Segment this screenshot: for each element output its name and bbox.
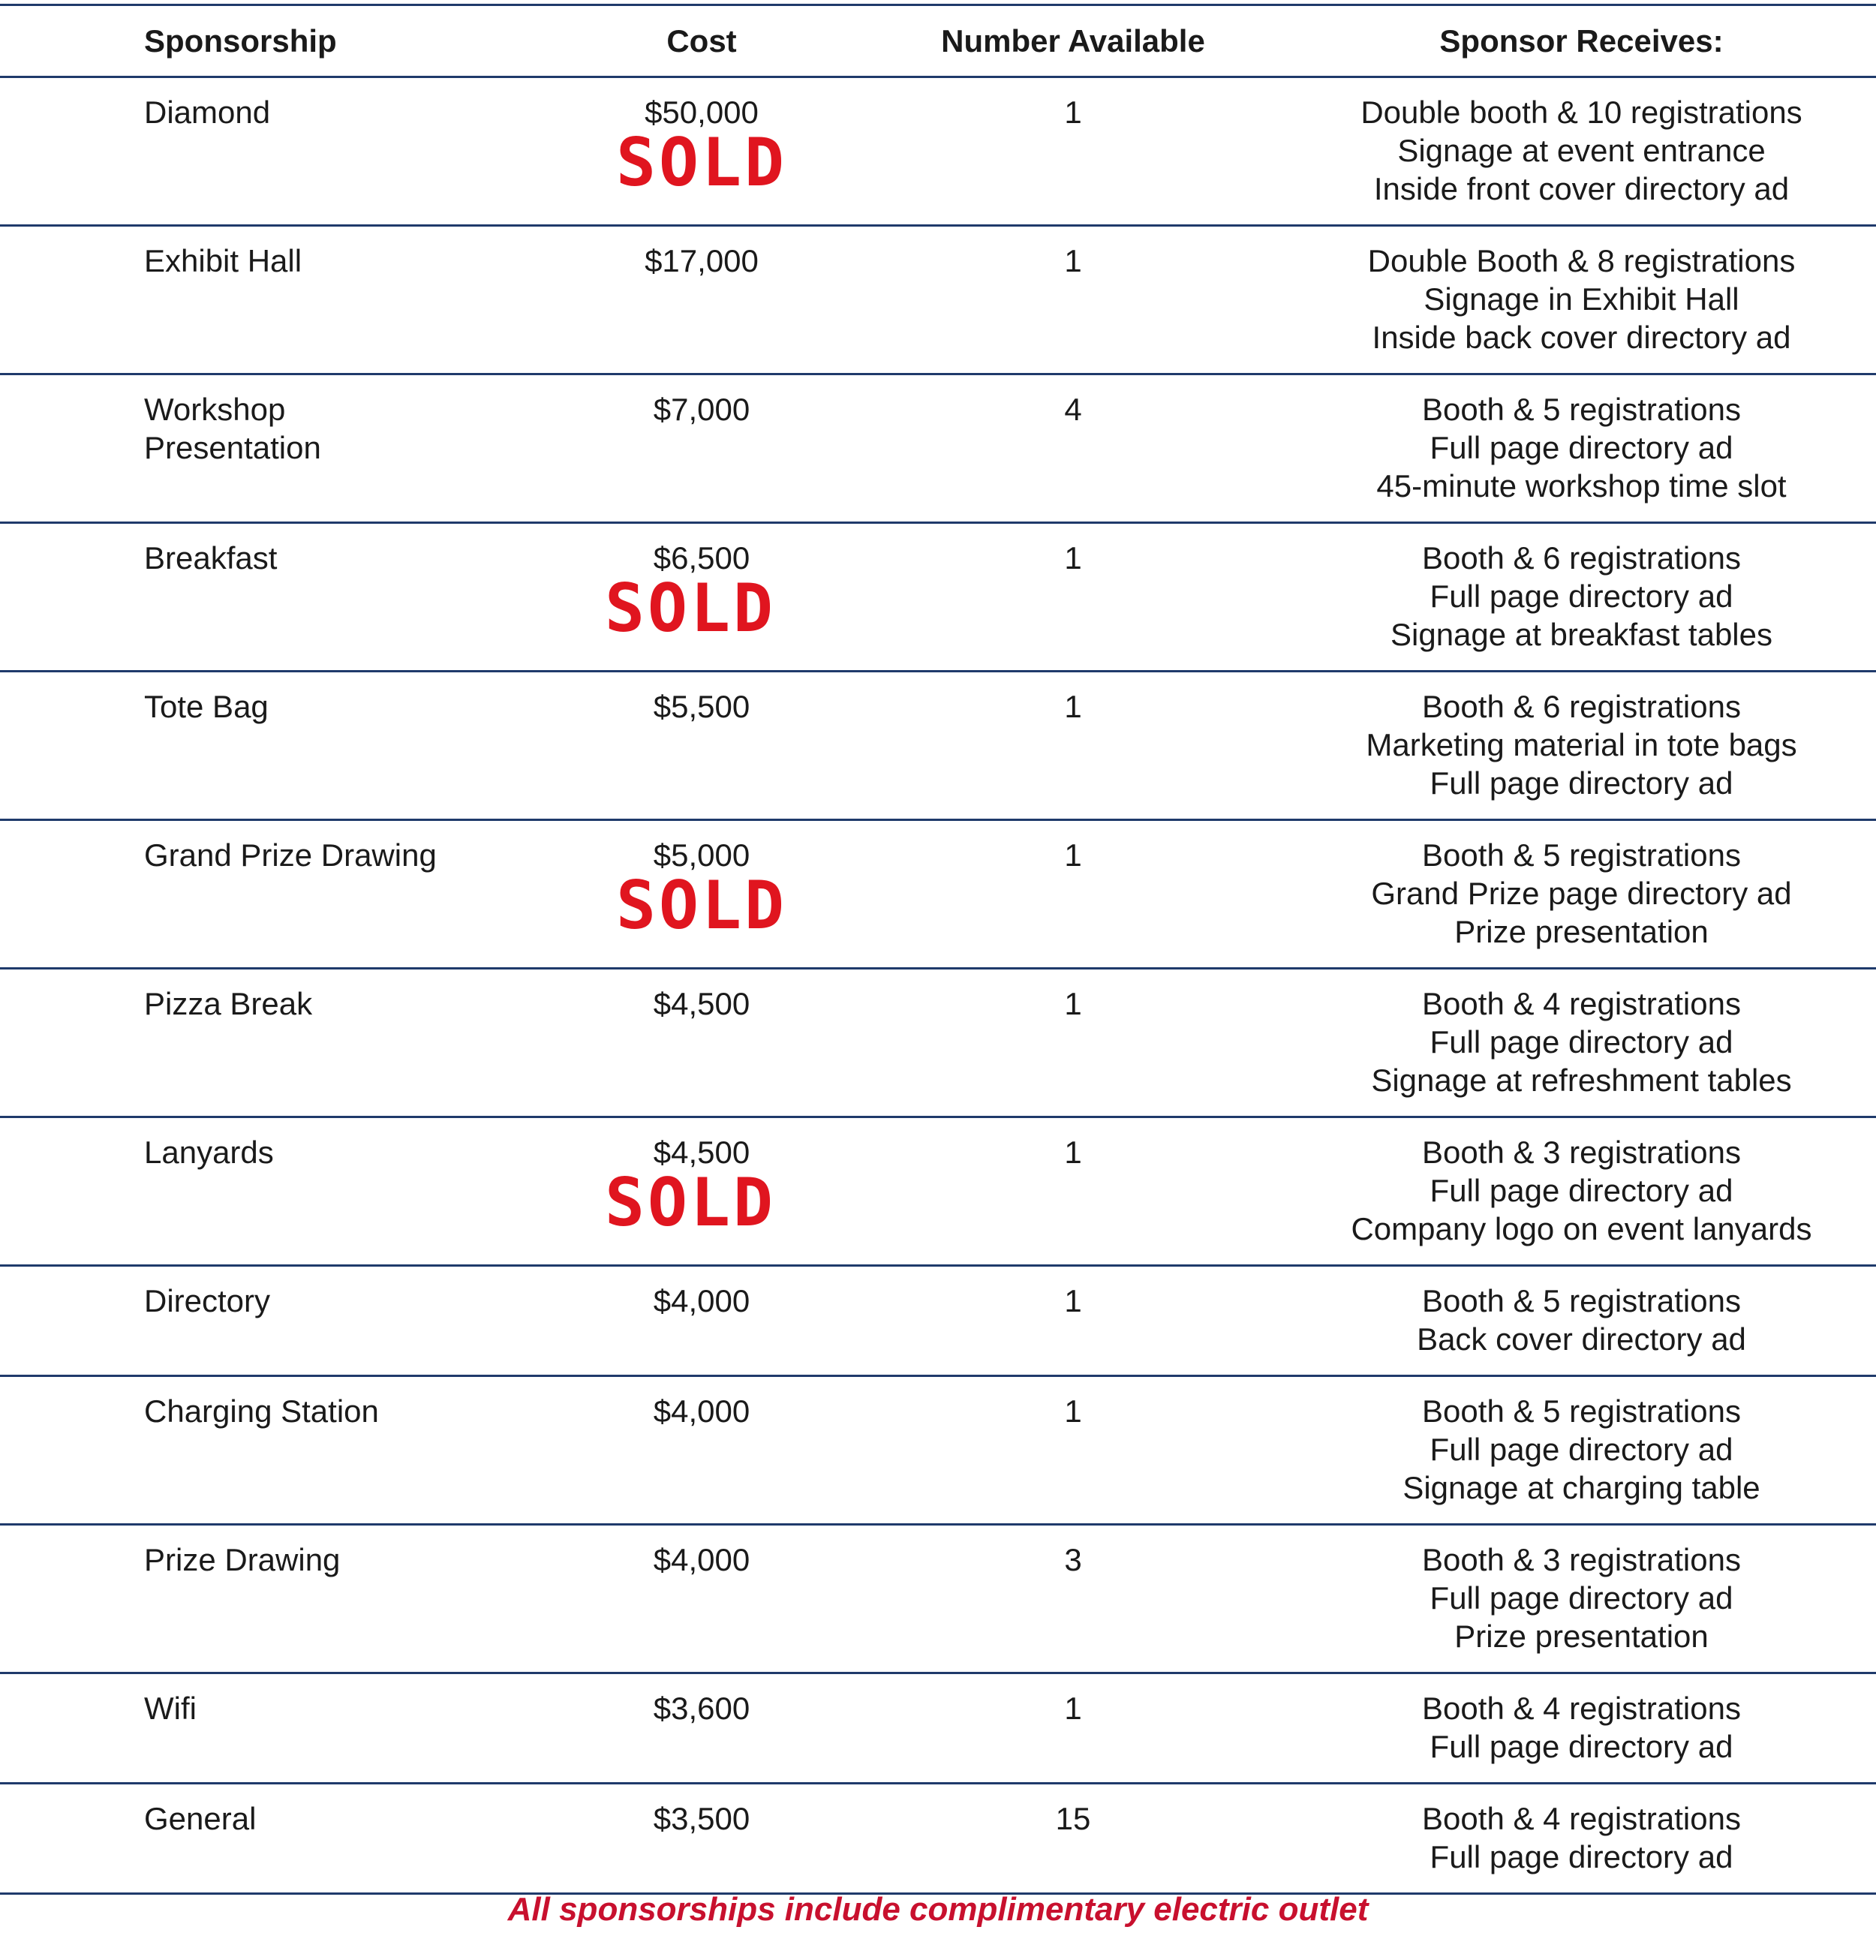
receives-line: Prize presentation (1454, 1619, 1709, 1654)
receives-line: Booth & 4 registrations (1422, 986, 1741, 1021)
receives-cell (1287, 1784, 1876, 1894)
receives-line: Double Booth & 8 registrations (1367, 243, 1796, 278)
receives-line: Booth & 3 registrations (1422, 1135, 1741, 1170)
available-count: 1 (859, 226, 1287, 374)
sponsorship-name-line: Presentation (144, 430, 321, 465)
cost-value: $4,500 (653, 986, 750, 1021)
header-sponsorship: Sponsorship (0, 6, 544, 77)
cost-cell (544, 1266, 859, 1376)
available-count: 3 (859, 1525, 1287, 1673)
receives-line: Signage at event entrance (1397, 133, 1766, 168)
receives-line: Full page directory ad (1430, 430, 1733, 465)
sponsorship-name-line: Prize Drawing (144, 1542, 341, 1577)
available-count: 4 (859, 374, 1287, 523)
receives-line: Marketing material in tote bags (1366, 727, 1797, 762)
cost-cell (544, 1117, 859, 1266)
receives-line: Back cover directory ad (1417, 1321, 1746, 1357)
sponsorship-name (0, 672, 544, 820)
receives-line: Full page directory ad (1430, 765, 1733, 801)
sponsorship-name-line: Wifi (144, 1691, 197, 1726)
table-row (0, 1266, 1876, 1376)
cost-cell (544, 820, 859, 969)
available-count: 1 (859, 523, 1287, 672)
receives-cell (1287, 523, 1876, 672)
receives-line: Full page directory ad (1430, 1839, 1733, 1874)
table-row (0, 969, 1876, 1117)
receives-line: Full page directory ad (1430, 1729, 1733, 1764)
receives-line: Double booth & 10 registrations (1360, 95, 1802, 130)
footnote: All sponsorships include complimentary electric outlet (507, 1891, 1369, 1928)
receives-cell (1287, 1266, 1876, 1376)
sponsorship-name (0, 77, 544, 226)
available-count: 1 (859, 969, 1287, 1117)
receives-cell (1287, 1673, 1876, 1784)
receives-cell (1287, 1376, 1876, 1525)
sold-stamp: SOLD (605, 570, 776, 647)
receives-line: Grand Prize page directory ad (1371, 876, 1792, 911)
header-available: Number Available (859, 6, 1287, 77)
sponsorship-name (0, 1673, 544, 1784)
receives-line: Booth & 4 registrations (1422, 1801, 1741, 1836)
sponsorship-name-line: Directory (144, 1283, 271, 1318)
table-row (0, 1376, 1876, 1525)
cost-cell (544, 374, 859, 523)
sponsorship-name (0, 523, 544, 672)
sponsorship-name-line: General (144, 1801, 257, 1836)
sponsorship-name (0, 969, 544, 1117)
sponsorship-name-line: Lanyards (144, 1135, 274, 1170)
available-count: 1 (859, 672, 1287, 820)
receives-line: Full page directory ad (1430, 579, 1733, 614)
cost-cell (544, 1376, 859, 1525)
cost-cell (544, 1673, 859, 1784)
receives-cell (1287, 1117, 1876, 1266)
header-receives: Sponsor Receives: (1287, 6, 1876, 77)
receives-line: Full page directory ad (1430, 1432, 1733, 1467)
available-count: 1 (859, 1117, 1287, 1266)
receives-line: Prize presentation (1454, 914, 1709, 949)
sponsorship-name (0, 1376, 544, 1525)
cost-value: $4,000 (653, 1283, 750, 1318)
table-row (0, 1117, 1876, 1266)
cost-cell (544, 77, 859, 226)
receives-line: Full page directory ad (1430, 1173, 1733, 1208)
sponsorship-name-line: Diamond (144, 95, 271, 130)
cost-value: $17,000 (645, 243, 759, 278)
receives-line: Booth & 6 registrations (1422, 689, 1741, 724)
receives-line: 45-minute workshop time slot (1376, 468, 1787, 504)
cost-value: $3,600 (653, 1691, 750, 1726)
receives-line: Booth & 3 registrations (1422, 1542, 1741, 1577)
receives-line: Booth & 5 registrations (1422, 392, 1741, 427)
sponsorship-name (0, 1266, 544, 1376)
receives-cell (1287, 1525, 1876, 1673)
receives-line: Signage at charging table (1402, 1470, 1760, 1505)
sponsorship-name-line: Charging Station (144, 1393, 379, 1429)
table-row (0, 1525, 1876, 1673)
sponsorship-name-line: Pizza Break (144, 986, 313, 1021)
cost-cell (544, 672, 859, 820)
table-row (0, 226, 1876, 374)
sponsorship-name (0, 1117, 544, 1266)
available-count: 1 (859, 1673, 1287, 1784)
cost-cell (544, 523, 859, 672)
receives-cell (1287, 226, 1876, 374)
cost-value: $5,000 (653, 837, 750, 873)
receives-cell (1287, 77, 1876, 226)
table-row (0, 1784, 1876, 1894)
header-row (0, 6, 1876, 77)
cost-cell (544, 226, 859, 374)
cost-cell (544, 1525, 859, 1673)
receives-cell (1287, 820, 1876, 969)
table-row (0, 374, 1876, 523)
cost-value: $3,500 (653, 1801, 750, 1836)
cost-value: $4,000 (653, 1542, 750, 1577)
available-count: 1 (859, 77, 1287, 226)
table-row (0, 820, 1876, 969)
sponsorship-name-line: Tote Bag (144, 689, 269, 724)
sold-stamp: SOLD (616, 124, 787, 201)
table-row (0, 672, 1876, 820)
receives-line: Signage in Exhibit Hall (1424, 281, 1739, 317)
cost-cell (544, 969, 859, 1117)
cost-cell (544, 1784, 859, 1894)
sponsorship-name-line: Exhibit Hall (144, 243, 302, 278)
header-cost: Cost (544, 6, 859, 77)
sold-stamp: SOLD (616, 867, 787, 944)
sponsorship-name-line: Breakfast (144, 540, 278, 576)
cost-value: $5,500 (653, 689, 750, 724)
receives-line: Inside front cover directory ad (1373, 171, 1790, 206)
cost-value: $6,500 (653, 540, 750, 576)
available-count: 1 (859, 1376, 1287, 1525)
available-count: 15 (859, 1784, 1287, 1894)
available-count: 1 (859, 820, 1287, 969)
sponsorship-name (0, 374, 544, 523)
cost-value: $4,500 (653, 1135, 750, 1170)
sponsorship-name (0, 1784, 544, 1894)
available-count: 1 (859, 1266, 1287, 1376)
receives-line: Booth & 5 registrations (1422, 1393, 1741, 1429)
cost-value: $50,000 (645, 95, 759, 130)
sponsorship-name (0, 820, 544, 969)
receives-cell (1287, 672, 1876, 820)
receives-cell (1287, 969, 1876, 1117)
sponsorship-name (0, 1525, 544, 1673)
table-row (0, 1673, 1876, 1784)
sold-stamp: SOLD (605, 1164, 776, 1241)
table-body (0, 77, 1876, 1894)
receives-line: Inside back cover directory ad (1372, 320, 1791, 355)
receives-line: Signage at refreshment tables (1371, 1063, 1792, 1098)
receives-line: Full page directory ad (1430, 1580, 1733, 1616)
receives-line: Booth & 5 registrations (1422, 1283, 1741, 1318)
sponsorship-table (0, 6, 1876, 1895)
receives-line: Signage at breakfast tables (1390, 617, 1772, 652)
receives-cell (1287, 374, 1876, 523)
receives-line: Company logo on event lanyards (1351, 1211, 1812, 1246)
table-row (0, 523, 1876, 672)
sponsorship-name-line: Workshop (144, 392, 286, 427)
cost-value: $7,000 (653, 392, 750, 427)
sponsorship-name (0, 226, 544, 374)
receives-line: Full page directory ad (1430, 1024, 1733, 1060)
receives-line: Booth & 4 registrations (1422, 1691, 1741, 1726)
sponsorship-name-line: Grand Prize Drawing (144, 837, 437, 873)
receives-line: Booth & 5 registrations (1422, 837, 1741, 873)
table-row (0, 77, 1876, 226)
cost-value: $4,000 (653, 1393, 750, 1429)
receives-line: Booth & 6 registrations (1422, 540, 1741, 576)
